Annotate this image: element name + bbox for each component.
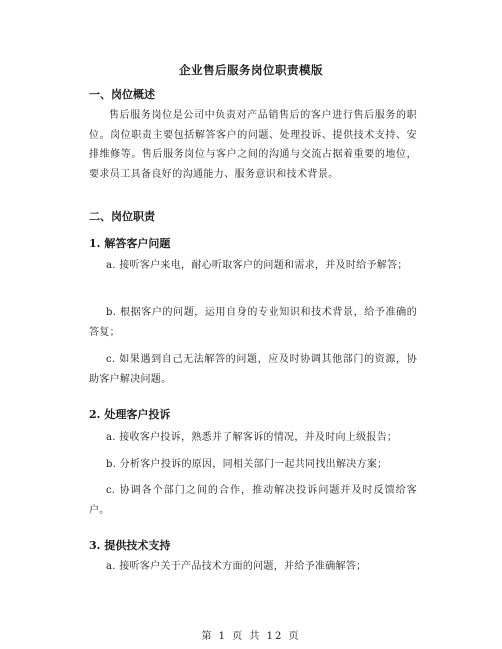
subsection-heading-tech-support: 3. 提供技术支持 — [89, 539, 171, 552]
document-title: 企业售后服务岗位职责模版 — [179, 63, 323, 77]
page-footer: 第 1 页 共 12 页 — [201, 631, 301, 642]
list-item: b. 分析客户投诉的原因，同相关部门一起共同找出解决方案； — [106, 459, 388, 470]
list-item: a. 接收客户投诉，熟悉并了解客诉的情况，并及时向上级报告； — [106, 432, 398, 443]
list-item: a. 接听客户关于产品技术方面的问题，并给予准确解答； — [106, 561, 367, 572]
list-item: a. 接听客户来电，耐心听取客户的问题和需求，并及时给予解答； — [106, 260, 408, 271]
section-heading-duties: 二、岗位职责 — [89, 210, 155, 223]
section-heading-overview: 一、岗位概述 — [89, 88, 155, 101]
list-item: c. 如果遇到自己无法解答的问题，应及时协调其他部门的资源，协助客户解决问题。 — [89, 354, 417, 385]
list-item: b. 根据客户的问题，运用自身的专业知识和技术背景，给予准确的答复； — [89, 307, 417, 338]
subsection-heading-answer-questions: 1. 解答客户问题 — [89, 237, 171, 250]
subsection-heading-handle-complaints: 2. 处理客户投诉 — [89, 408, 171, 421]
list-item: c. 协调各个部门之间的合作，推动解决投诉问题并及时反馈给客户。 — [89, 485, 417, 516]
overview-paragraph: 售后服务岗位是公司中负责对产品销售后的客户进行售后服务的职位。岗位职责主要包括解答客户的问题、处理投诉、提供技术支持、安排维修等。售后服务岗位与客户之间的沟通与交流占据着重要的地位，要求员工具备良好的沟通能力、服务意识和技术背景。 — [89, 110, 417, 180]
